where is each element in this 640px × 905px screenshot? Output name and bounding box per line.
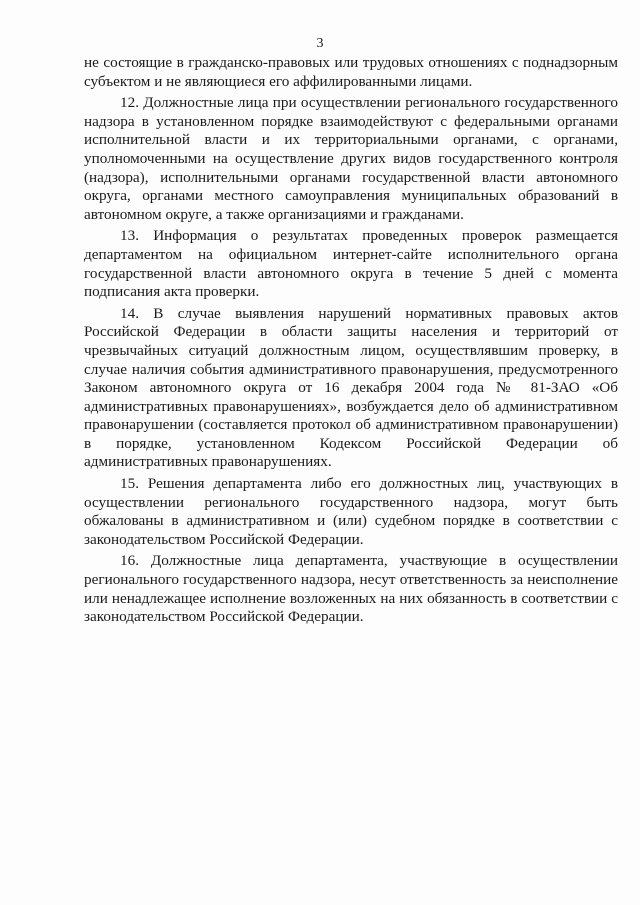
document-body <box>84 54 618 630</box>
paragraph-continuation: не состоящие в гражданско-правовых или трудовых отношениях с поднадзорным субъектом и не являющиеся его аффилированными лицами. <box>84 54 618 90</box>
page-number: 3 <box>316 36 324 51</box>
paragraph-item-15: 15. Решения департамента либо его должностных лиц, участвующих в осуществлении регионального государственного надзора, могут быть обжалованы в административном и (или) судебном порядке в соответствии с законодательством Российской Федерации. <box>84 475 618 548</box>
paragraph-item-12: 12. Должностные лица при осуществлении регионального государственного надзора в установленном порядке взаимодействуют с федеральными органами исполнительной власти и их территориальными органами, с органами, уполномоченными на осуществление других видов государственного контроля (надзора), исполнительными органами государственной власти автономного округа, органами местного самоуправления муниципальных образований в автономном округе, а также организациями и гражданами. <box>84 94 618 223</box>
paragraph-item-14: 14. В случае выявления нарушений нормативных правовых актов Российской Федерации в области защиты населения и территорий от чрезвычайных ситуаций должностным лицом, осуществлявшим проверку, в случае наличия события административного правонарушения, предусмотренного Законом автономного округа от 16 декабря 2004 года № 81-ЗАО «Об административных правонарушениях», возбуждается дело об административном правонарушении (составляется протокол об административном правонарушении) в порядке, установленном Кодексом Российской Федерации об административных правонарушениях. <box>84 304 618 471</box>
paragraph-item-16: 16. Должностные лица департамента, участвующие в осуществлении регионального государственного надзора, несут ответственность за неисполнение или ненадлежащее исполнение возложенных на них обязанность в соответствии с законодательством Российской Федерации. <box>84 552 618 626</box>
paragraph-item-13: 13. Информация о результатах проведенных проверок размещается департаментом на официальном интернет-сайте исполнительного органа государственной власти автономного округа в течение 5 дней с момента подписания акта проверки. <box>84 227 618 301</box>
